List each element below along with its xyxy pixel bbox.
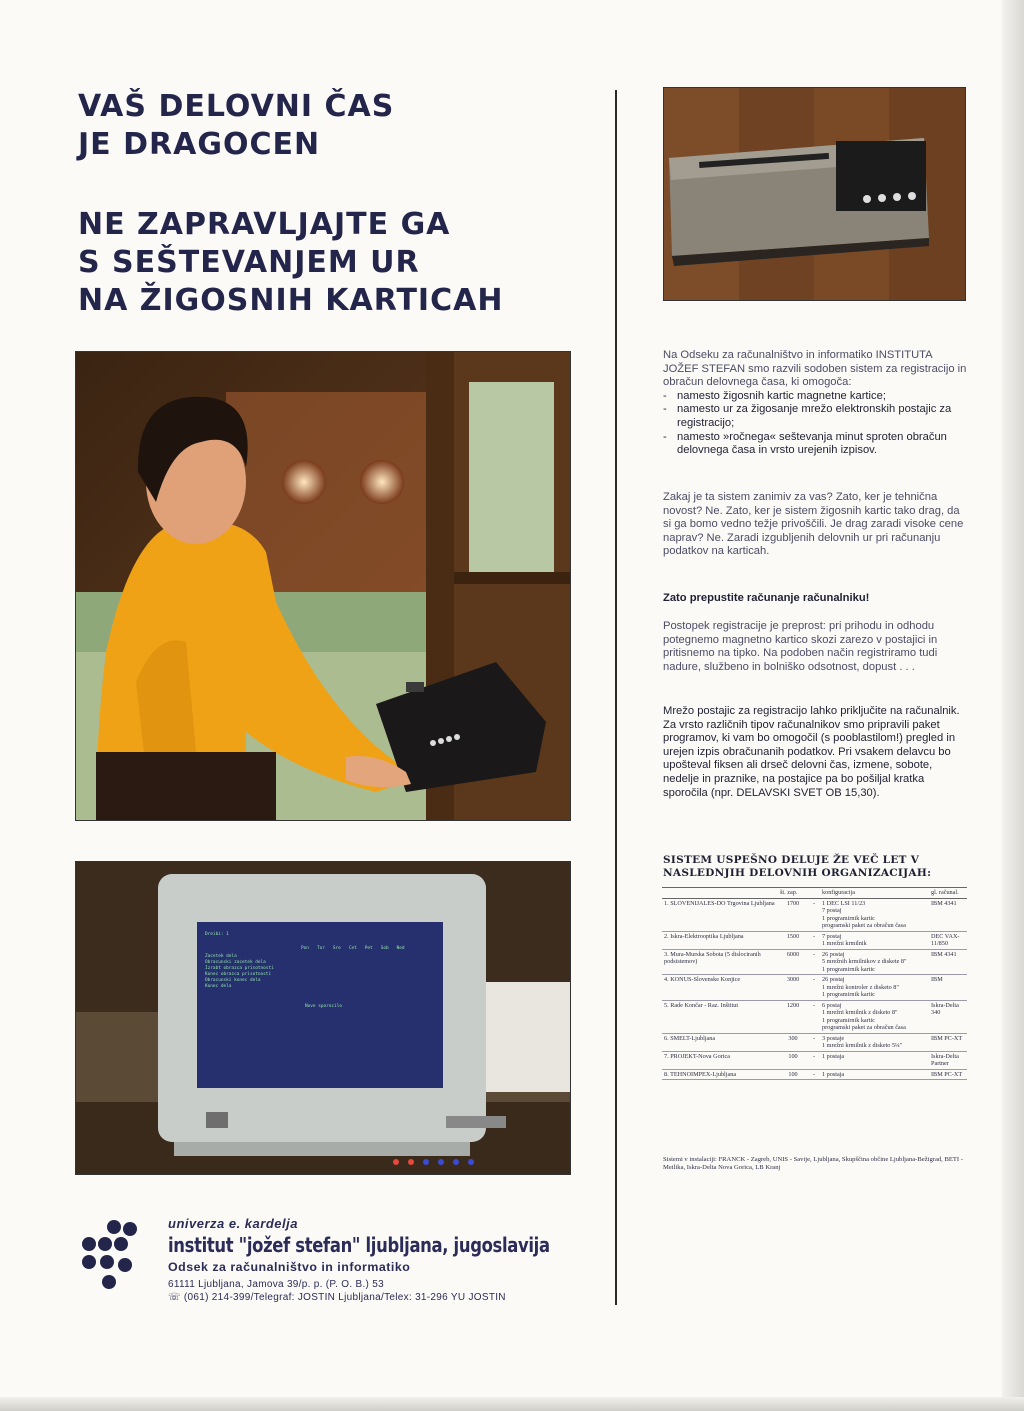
photo-woman-card-reader	[75, 351, 571, 821]
page-bottom-edge	[0, 1397, 1024, 1411]
references-table	[662, 887, 967, 1080]
terminal-day: Pon	[301, 946, 309, 951]
headline-line-2: JE DRAGOCEN	[78, 127, 321, 162]
university-name: univerza e. kardelja	[168, 1216, 298, 1231]
configuration-cell: 1 DEC LSI 11/23 7 postaj 1 programirnik kartic programski paket za obračun časa	[820, 898, 929, 931]
department-name: Odsek za računalništvo in informatiko	[168, 1260, 411, 1274]
terminal-row: Obracunski zacetek dela	[205, 960, 266, 965]
photo-terminal-screen	[75, 861, 571, 1175]
computer-cell: IBM 4341	[929, 898, 967, 931]
terminal-greeting: Dreibi: 1	[205, 932, 229, 937]
terminal-day: Sob	[380, 946, 389, 951]
table-row	[662, 898, 967, 931]
org-name-cell: 4. KONUS-Slovenske Konjice	[662, 975, 778, 1001]
headline-line-3: NE ZAPRAVLJAJTE GA	[78, 207, 451, 242]
headline-primary	[78, 88, 394, 164]
computer-cell: Iskra-Delta Partner	[929, 1051, 967, 1069]
computer-cell: IBM PC-XT	[929, 1069, 967, 1080]
dash-cell: -	[808, 931, 820, 949]
dash-cell: -	[808, 1051, 820, 1069]
headline-secondary	[78, 206, 503, 320]
table-header-cell: gl. računal.	[929, 888, 967, 899]
configuration-cell: 26 postaj 1 mrežni kontroler z disketo 8" 1 programirnik kartic	[820, 975, 929, 1001]
dash-cell: -	[808, 1000, 820, 1033]
terminal-day-header	[301, 946, 437, 952]
terminal-display	[197, 922, 443, 1088]
list-item: - namesto žigosnih kartic magnetne kartice;	[663, 390, 968, 404]
terminal-row: Izrabt obrazca prisotnosti	[205, 966, 274, 971]
list-item: - namesto ur za žigosanje mrežo elektronskih postajic za registracijo;	[663, 403, 968, 430]
computer-cell: IBM PC-XT	[929, 1033, 967, 1051]
table-row	[662, 1000, 967, 1033]
org-name-cell: 3. Mura-Murska Sobota (5 dislociranih podsistemov)	[662, 949, 778, 975]
terminal-row: Konec dela	[205, 984, 232, 989]
configuration-cell: 1 postaja	[820, 1069, 929, 1080]
configuration-cell: 3 postaje 1 mrežni krmilnik z disketo 5¼"	[820, 1033, 929, 1051]
terminal-day: Ned	[396, 946, 405, 951]
dash-cell: -	[808, 949, 820, 975]
org-name-cell: 1. SLOVENIJALES-DO Trgovina Ljubljana	[662, 898, 778, 931]
employee-count-cell: 100	[778, 1051, 808, 1069]
institute-logo-icon	[80, 1220, 140, 1300]
references-title	[663, 854, 963, 879]
photo-card-reader-device	[663, 87, 966, 301]
employee-count-cell: 1500	[778, 931, 808, 949]
computer-cell: IBM	[929, 975, 967, 1001]
terminal-row: Zacetek dela	[205, 954, 237, 959]
table-header-cell	[662, 888, 778, 899]
dash-cell: -	[808, 975, 820, 1001]
institute-footer	[168, 1216, 608, 1303]
paragraph-network: Mrežo postajic za registracijo lahko priključite na računalnik. Za vrsto različnih tipov računalnikov smo pripravili paket programov, ki vam bo omogočil (s pooblastilom!) pregled in urejen izpis obračunanih podatkov. Pri vsakem delavcu bo upošteval fiksen ali drseč delovni čas, izmene, sobote, nedelje in praznike, na postajice pa bo pošiljal kratka sporočila (npr. DELAVSKI SVET OB 15,30).	[663, 705, 960, 799]
org-name-cell: 8. TEHNOIMPEX-Ljubljana	[662, 1069, 778, 1080]
table-row	[662, 975, 967, 1001]
configuration-cell: 7 postaj 1 mrežni krmilnik	[820, 931, 929, 949]
references-title-line-2: NASLEDNJIH DELOVNIH ORGANIZACIJAH:	[663, 866, 932, 879]
postal-address: 61111 Ljubljana, Jamova 39/p. p. (P. O. B.) 53	[168, 1279, 384, 1290]
org-name-cell: 7. PROJEKT-Nova Gorica	[662, 1051, 778, 1069]
configuration-cell: 26 postaj 5 mrežnih krmilnikov z diskete 8" 1 programirnik kartic	[820, 949, 929, 975]
headline-line-1: VAŠ DELOVNI ČAS	[78, 89, 395, 124]
contact-line: ☏ (061) 214-399/Telegraf: JOSTIN Ljubljana/Telex: 31-296 YU JOSTIN	[168, 1292, 506, 1303]
column-divider	[615, 90, 617, 1305]
terminal-row: Konec obrazca prisotnosti	[205, 972, 272, 977]
dash-cell: -	[808, 1069, 820, 1080]
headline-line-5: NA ŽIGOSNIH KARTICAH	[78, 283, 504, 318]
dash-cell: -	[808, 898, 820, 931]
page-edge-shadow	[1002, 0, 1024, 1411]
terminal-day: Cet	[348, 946, 357, 951]
employee-count-cell: 100	[778, 1069, 808, 1080]
employee-count-cell: 300	[778, 1033, 808, 1051]
table-header-cell	[808, 888, 820, 899]
terminal-day: Sre	[332, 946, 341, 951]
list-item: - namesto »ročnega« seštevanja minut sproten obračun delovnega časa in vrsto urejenih izpisov.	[663, 431, 968, 458]
org-name-cell: 5. Rade Končar - Raz. Inštitut	[662, 1000, 778, 1033]
headline-line-4: S SEŠTEVANJEM UR	[78, 245, 420, 280]
intro-list	[663, 390, 968, 458]
employee-count-cell: 6000	[778, 949, 808, 975]
terminal-day: Tor	[316, 946, 325, 951]
configuration-cell: 6 postaj 1 mrežni krmilnik z disketo 8" 1 programirnik kartic programski paket za obračun časa	[820, 1000, 929, 1033]
configuration-cell: 1 postaja	[820, 1051, 929, 1069]
intro-block	[663, 349, 968, 458]
table-row	[662, 1069, 967, 1080]
paragraph-slogan: Zato prepustite računanje računalniku!	[663, 592, 870, 604]
org-name-cell: 2. Iskra-Elektrooptika Ljubljana	[662, 931, 778, 949]
paragraph-procedure: Postopek registracije je preprost: pri prihodu in odhodu potegnemo magnetno kartico skozi zarezo v postajici in pritisnemo na tipko. Na podoben način registriramo tudi nadure, službeno in bolniško odsotnost, dopust . . .	[663, 620, 938, 673]
terminal-row-labels	[205, 954, 295, 990]
references-table-body	[662, 898, 967, 1080]
institute-name: institut "jožef stefan" ljubljana, jugoslavija	[168, 1233, 550, 1257]
intro-paragraph: Na Odseku za računalništvo in informatiko INSTITUTA JOŽEF STEFAN smo razvili sodoben sistem za registracijo in obračun delovnega časa, ki omogoča:	[663, 349, 967, 389]
installation-note: Sistemi v instalaciji: FRANCK - Zagreb, UNIS - Savije, Ljubljana, Skupščina občine Ljubljana-Bežigrad, BETI - Metlika, Iskra-Delta Nova Gorica, LB Kranj	[663, 1156, 963, 1172]
table-row	[662, 1033, 967, 1051]
computer-cell: IBM 4341	[929, 949, 967, 975]
table-row	[662, 949, 967, 975]
table-row	[662, 931, 967, 949]
employee-count-cell: 1700	[778, 898, 808, 931]
org-name-cell: 6. SMELT-Ljubljana	[662, 1033, 778, 1051]
terminal-row: Obracunski konec dela	[205, 978, 261, 983]
table-header-row	[662, 888, 967, 899]
employee-count-cell: 3000	[778, 975, 808, 1001]
employee-count-cell: 1200	[778, 1000, 808, 1033]
computer-cell: Iskra-Delta 340	[929, 1000, 967, 1033]
table-header-cell: konfiguracija	[820, 888, 929, 899]
references-title-line-1: SISTEM USPEŠNO DELUJE ŽE VEČ LET V	[663, 854, 920, 866]
terminal-summary: Nove sporocilo	[305, 1004, 343, 1009]
computer-cell: DEC VAX-11/850	[929, 931, 967, 949]
table-row	[662, 1051, 967, 1069]
dash-cell: -	[808, 1033, 820, 1051]
paragraph-why: Zakaj je ta sistem zanimiv za vas? Zato, ker je tehnična novost? Ne. Zato, ker je sistem žigosnih kartic tako drag, da si ga bomo vedno težje privoščili. Je drag zaradi visoke cene naprav? Ne. Zaradi izgubljenih delovnih ur pri računanju podatkov na karticah.	[663, 491, 964, 558]
table-header-cell: št. zap.	[778, 888, 808, 899]
terminal-day: Pet	[364, 946, 373, 951]
